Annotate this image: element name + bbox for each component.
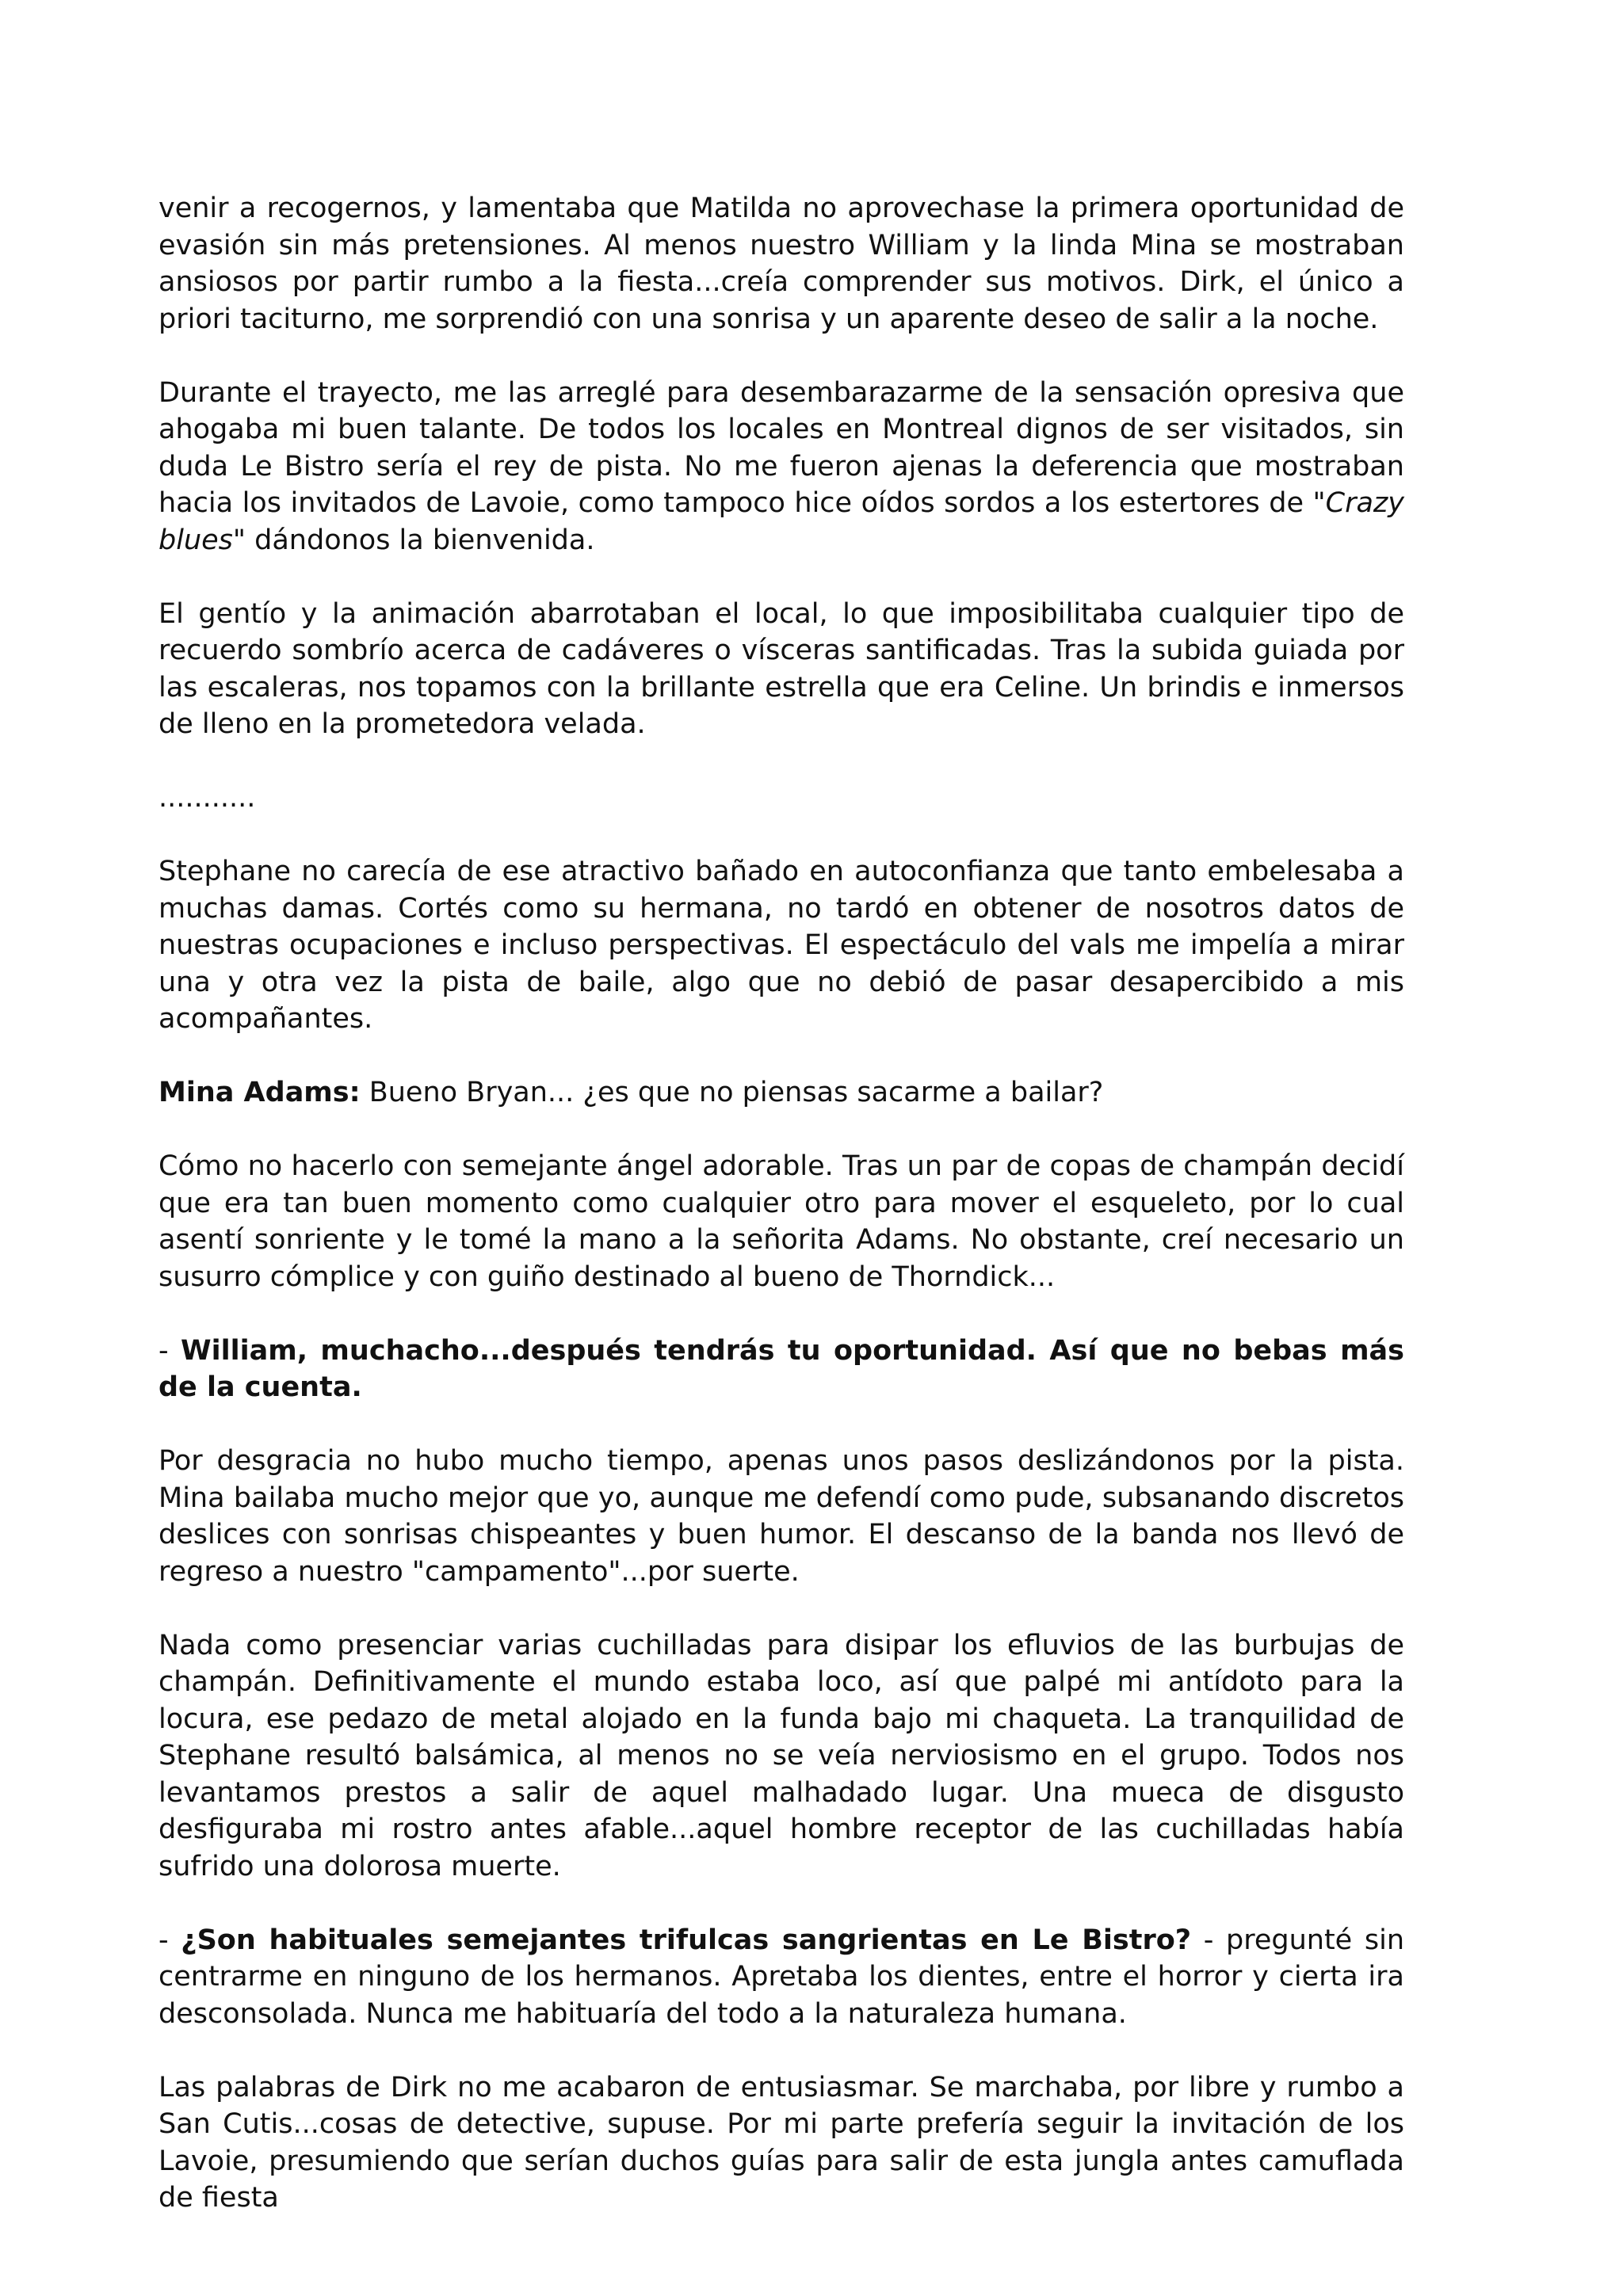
document-page [158, 190, 1404, 2217]
paragraph-intro-text: venir a recogernos, y lamentaba que Matilda no aprovechase la primera oportunidad de evasión sin más pretensiones. Al menos nuestro William y la linda Mina se mostraban ansiosos por partir rumbo a la fiesta...creía comprender sus motivos. Dirk, el único a priori taciturno, me sorprendió con una sonrisa y un aparente deseo de salir a la noche. [158, 193, 1404, 335]
paragraph-dancefloor [158, 1443, 1404, 1590]
dialogue-question-text: ¿Son habituales semejantes trifulcas sangrientas en Le Bistro? [181, 1924, 1192, 1956]
dialogue-question [158, 1922, 1404, 2033]
paragraph-journey-text-a: Durante el trayecto, me las arreglé para desembarazarme de la sensación opresiva que ahogaba mi buen talante. De todos los locales en Montreal dignos de ser visitados, sin duda Le Bistro sería el rey de pista. No me fueron ajenas la deferencia que mostraban hacia los invitados de Lavoie, como tampoco hice oídos sordos a los estertores de [158, 376, 1404, 519]
dialogue-question-narration: - pregunté sin centrarme en ninguno de los hermanos. Apretaba los dientes, entre el horror y cierta ira desconsolada. Nunca me habituaría del todo a la naturaleza humana. [158, 1924, 1405, 2030]
dialogue-mina [158, 1074, 1404, 1112]
dialogue-dash: - [158, 1334, 181, 1367]
section-separator [158, 780, 1404, 817]
paragraph-stabbing [158, 1627, 1404, 1886]
separator-dots: ........... [158, 782, 256, 814]
paragraph-dirk [158, 2069, 1404, 2217]
paragraph-dirk-text: Las palabras de Dirk no me acabaron de entusiasmar. Se marchaba, por libre y rumbo a San Cutis...cosas de detective, supuse. Por mi parte prefería seguir la invitación de los Lavoie, presumiendo que serían duchos guías para salir de esta jungla antes camuflada de fiesta [158, 2071, 1404, 2214]
song-title: "Crazy blues" [158, 487, 1404, 556]
dialogue-william [158, 1333, 1404, 1406]
paragraph-dance [158, 1148, 1404, 1295]
paragraph-intro [158, 190, 1404, 338]
dialogue-william-text: William, muchacho...después tendrás tu oportunidad. Así que no bebas más de la cuenta. [158, 1334, 1404, 1403]
paragraph-journey [158, 375, 1404, 559]
dialogue-dash: - [158, 1924, 181, 1956]
dialogue-mina-text: Bueno Bryan... ¿es que no piensas sacarme a bailar? [360, 1077, 1104, 1108]
paragraph-dancefloor-text: Por desgracia no hubo mucho tiempo, apenas unos pasos deslizándonos por la pista. Mina bailaba mucho mejor que yo, aunque me defendí como pude, subsanando discretos deslices con sonrisas chispeantes y buen humor. El descanso de la banda nos llevó de regreso a nuestro "campamento"...por suerte. [158, 1445, 1404, 1588]
paragraph-crowd-text: El gentío y la animación abarrotaban el local, lo que imposibilitaba cualquier tipo de recuerdo sombrío acerca de cadáveres o vísceras santificadas. Tras la subida guiada por las escaleras, nos topamos con la brillante estrella que era Celine. Un brindis e inmersos de lleno en la prometedora velada. [158, 597, 1404, 740]
paragraph-stephane [158, 853, 1404, 1038]
paragraph-journey-text-b: dándonos la bienvenida. [246, 524, 595, 556]
paragraph-stabbing-text: Nada como presenciar varias cuchilladas para disipar los efluvios de las burbujas de champán. Definitivamente el mundo estaba loco, así que palpé mi antídoto para la locura, ese pedazo de metal alojado en la funda bajo mi chaqueta. La tranquilidad de Stephane resultó balsámica, al menos no se veía nerviosismo en el grupo. Todos nos levantamos prestos a salir de aquel malhadado lugar. Una mueca de disgusto desfiguraba mi rostro antes afable...aquel hombre receptor de las cuchilladas había sufrido una dolorosa muerte. [158, 1629, 1404, 1882]
paragraph-stephane-text: Stephane no carecía de ese atractivo bañado en autoconfianza que tanto embelesaba a muchas damas. Cortés como su hermana, no tardó en obtener de nosotros datos de nuestras ocupaciones e incluso perspectivas. El espectáculo del vals me impelía a mirar una y otra vez la pista de baile, algo que no debió de pasar desapercibido a mis acompañantes. [158, 856, 1404, 1035]
speaker-name: Mina Adams: [158, 1077, 361, 1108]
paragraph-dance-text: Cómo no hacerlo con semejante ángel adorable. Tras un par de copas de champán decidí que era tan buen momento como cualquier otro para mover el esqueleto, por lo cual asentí sonriente y le tomé la mano a la señorita Adams. No obstante, creí necesario un susurro cómplice y con guiño destinado al bueno de Thorndick... [158, 1150, 1404, 1293]
paragraph-crowd [158, 596, 1404, 743]
